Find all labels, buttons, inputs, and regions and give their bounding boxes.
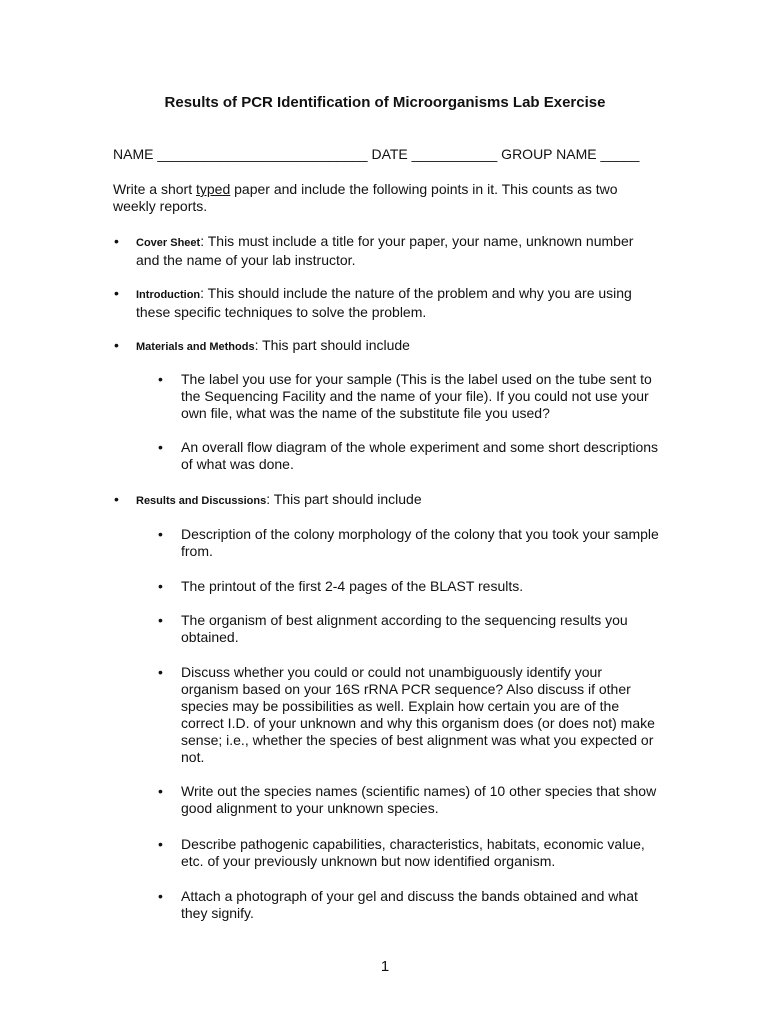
bullet-icon: •	[158, 612, 163, 628]
header-fields-line: NAME ___________________________ DATE ___________ GROUP NAME _____	[113, 146, 640, 162]
bullet-icon: •	[158, 783, 163, 799]
intro-text-after: paper and include the following points in it. This counts as two weekly reports.	[113, 181, 618, 214]
section-text: : This must include a title for your paper, your name, unknown number and the name of your lab instructor.	[136, 233, 634, 268]
section-text: : This part should include	[266, 491, 422, 507]
list-item: Write out the species names (scientific names) of 10 other species that show good alignment to your unknown species.	[181, 783, 657, 816]
bullet-icon: •	[114, 491, 119, 507]
section-materials-methods	[136, 337, 658, 356]
list-item: Description of the colony morphology of the colony that you took your sample from.	[181, 526, 659, 559]
list-item: The organism of best alignment according to the sequencing results you obtained.	[181, 612, 628, 645]
section-introduction	[136, 285, 658, 321]
section-label: Introduction	[136, 289, 201, 301]
bullet-icon: •	[114, 285, 119, 301]
list-item: Attach a photograph of your gel and discuss the bands obtained and what they signify.	[181, 888, 638, 921]
intro-paragraph	[113, 181, 658, 215]
section-results-discussions	[136, 491, 658, 510]
list-item: The printout of the first 2-4 pages of the BLAST results.	[181, 578, 524, 594]
bullet-icon: •	[158, 439, 163, 455]
section-text: : This part should include	[254, 337, 410, 353]
page-number: 1	[380, 958, 390, 975]
section-label: Cover Sheet	[136, 237, 201, 249]
bullet-icon: •	[158, 664, 163, 680]
intro-text-before: Write a short	[113, 181, 196, 197]
list-item: The label you use for your sample (This is the label used on the tube sent to the Sequencing Facility and the name of your file). If you could not use your own file, what was the name of the substitute file you used?	[181, 371, 652, 421]
intro-underlined-word: typed	[196, 181, 231, 197]
bullet-icon: •	[158, 578, 163, 594]
bullet-icon: •	[158, 836, 163, 852]
section-label: Results and Discussions	[136, 495, 267, 507]
list-item: Discuss whether you could or could not unambiguously identify your organism based on your 16S rRNA PCR sequence? Also discuss if other species may be possibilities as well. Explain how certain you are of the correct I.D. of your unknown and why this organism does (or does not) make sense; i.e., whether the species of best alignment was what you expected or not.	[181, 664, 655, 765]
bullet-icon: •	[158, 371, 163, 387]
document-title: Results of PCR Identification of Microorganisms Lab Exercise	[164, 94, 606, 111]
bullet-icon: •	[158, 526, 163, 542]
bullet-icon: •	[158, 888, 163, 904]
section-text: : This should include the nature of the problem and why you are using these specific techniques to solve the problem.	[136, 285, 632, 320]
bullet-icon: •	[114, 337, 119, 353]
section-label: Materials and Methods	[136, 341, 255, 353]
bullet-icon: •	[114, 233, 119, 249]
list-item: An overall flow diagram of the whole experiment and some short descriptions of what was done.	[181, 439, 659, 472]
list-item: Describe pathogenic capabilities, characteristics, habitats, economic value, etc. of your previously unknown but now identified organism.	[181, 836, 645, 869]
section-cover-sheet	[136, 233, 658, 269]
